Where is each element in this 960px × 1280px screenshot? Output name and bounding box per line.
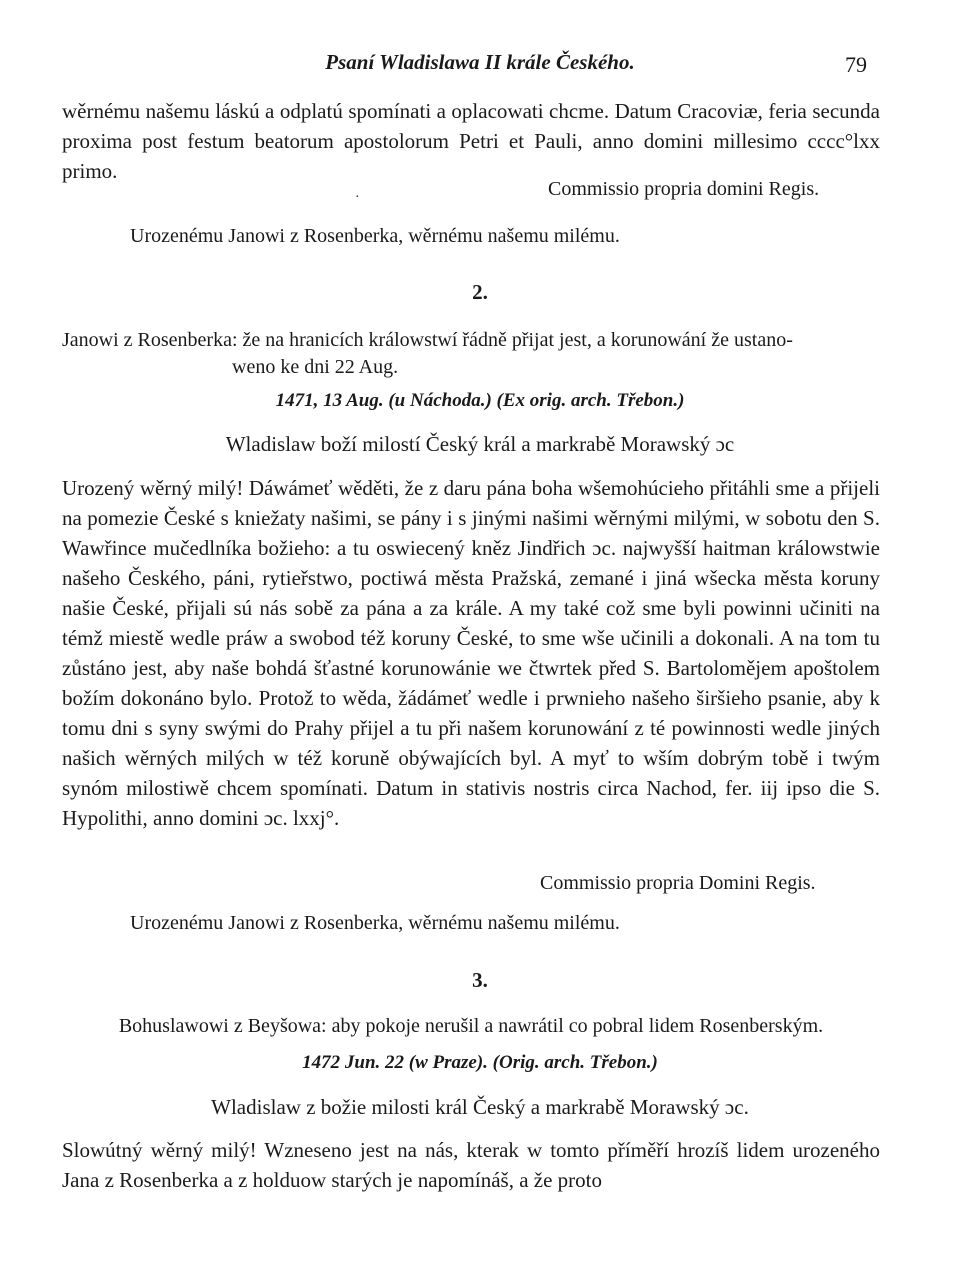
letter2-dating: 1471, 13 Aug. (u Náchoda.) (Ex orig. arch. Třebon.)	[275, 390, 685, 411]
letter2-summary-line2: weno ke dni 22 Aug.	[232, 356, 399, 378]
letter1-closing-paragraph: wěrnému našemu láskú a odplatú spomínati a oplacowati chcme. Datum Cracoviæ, feria secunda proxima post festum beatorum apostolorum Petri et Pauli, anno domini millesimo cccc°lxx primo.	[62, 99, 880, 183]
letter2-number: 2.	[472, 280, 488, 304]
letter3-salutation: Wladislaw z božie milosti král Český a markrabě Morawský ɔc.	[211, 1095, 749, 1119]
letter2-body: Urozený wěrný milý! Dáwámeť wěděti, že z daru pána boha wšemohúcieho přitáhli sme a přijeli na pomezie České s kniežaty našimi, se pány i s jinými našimi wěrnými milými, w sobotu den S. Wawřince mučedlníka božieho: a tu oswiecený kněz Jindřich ɔc. najwyšší haitman králowstwie našeho Českého, páni, rytieřstwo, poctiwá města Pražská, zemané i jiná wšecka města koruny našie České, přijali sú nás sobě za pána a za krále. A my také což sme byli powinni učiniti na témž miestě wedle práw a swobod též koruny České, to sme wše učinili a dokonali. A na tom tu zůstáno jest, aby naše bohdá šťastné korunowánie we čtwrtek před S. Bartolomějem apoštolem božím dokonáno bylo. Protož to wěda, žádámeť wedle i prwnieho našeho širšieho psanie, aby k tomu dni s syny swými do Prahy přijel a tu při našem korunowání z té powinnosti wedle jiných našich wěrných milých w též koruně obýwajících byl. A myť to wším dobrým tobě i twým synóm milostiwě chcem spomínati. Datum in stativis nostris circa Nachod, fer. iij ipso die S. Hypolithi, anno domini ɔc. lxxj°.	[62, 476, 880, 830]
letter2-salutation: Wladislaw boží milostí Český král a markrabě Morawský ɔc	[225, 432, 735, 456]
letter2-summary	[62, 327, 880, 381]
letter3-number: 3.	[472, 968, 488, 992]
letter1-commissio: Commissio propria domini Regis.	[548, 178, 820, 200]
letter3-dating: 1472 Jun. 22 (w Praze). (Orig. arch. Třebon.)	[302, 1052, 658, 1073]
letter3-summary: Bohuslawowi z Beyšowa: aby pokoje nerušil a nawrátil co pobral lidem Rosenberským.	[118, 1015, 824, 1037]
letter1-address: Urozenému Janowi z Rosenberka, wěrnému našemu milému.	[130, 225, 620, 247]
page-number: 79	[845, 52, 867, 77]
running-title: Psaní Wladislawa II krále Českého.	[325, 50, 635, 74]
letter2-address: Urozenému Janowi z Rosenberka, wěrnému našemu milému.	[130, 912, 620, 934]
stray-dot-mark: ·	[355, 190, 360, 205]
letter2-commissio: Commissio propria Domini Regis.	[540, 872, 816, 894]
letter2-summary-line1: Janowi z Rosenberka: že na hranicích králowstwí řádně přijat jest, a korunowání že ustano-	[62, 329, 793, 351]
letter3-body: Slowútný wěrný milý! Wzneseno jest na nás, kterak w tomto příměří hrozíš lidem urozeného Jana z Rosenberka a z holduow starých je napomínáš, a že proto	[62, 1138, 880, 1192]
